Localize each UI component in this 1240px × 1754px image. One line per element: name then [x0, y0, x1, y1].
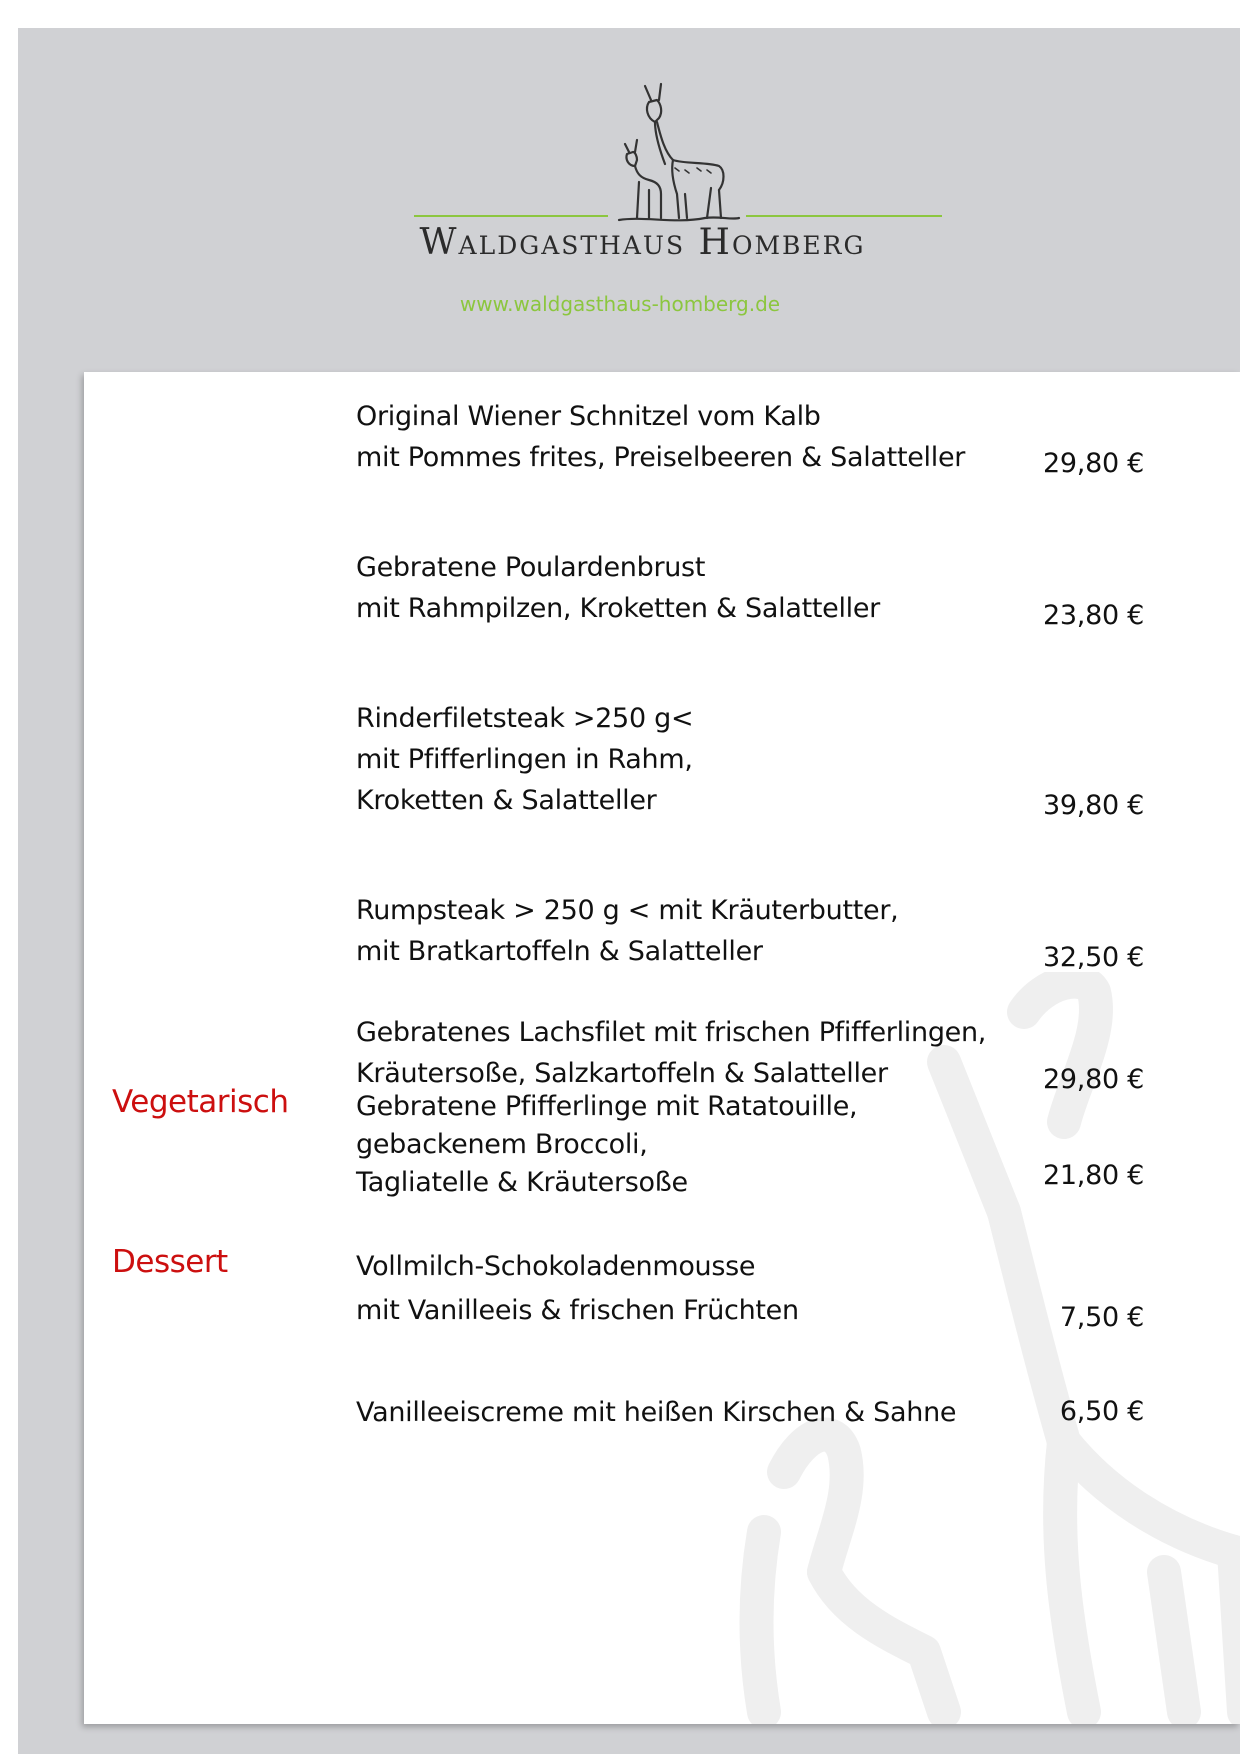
- menu-item-line: Kräutersoße, Salzkartoffeln & Salatteller: [356, 1058, 888, 1089]
- menu-item-line: Vanilleeiscreme mit heißen Kirschen & Sahne: [356, 1397, 957, 1428]
- menu-item-price: 29,80 €: [1043, 448, 1144, 479]
- menu-item-line: Kroketten & Salatteller: [356, 785, 657, 816]
- menu-item-line: Tagliatelle & Kräutersoße: [356, 1167, 688, 1198]
- menu-item-line: Gebratene Poulardenbrust: [356, 552, 706, 583]
- menu-item: [356, 1012, 1036, 1094]
- menu-item-line: mit Bratkartoffeln & Salatteller: [356, 936, 763, 967]
- menu-item: [356, 698, 1036, 821]
- menu-item-price: 23,80 €: [1043, 600, 1144, 631]
- section-label-vegetarian: Vegetarisch: [112, 1084, 289, 1120]
- header-rule-right: [746, 215, 942, 217]
- menu-item: [356, 1245, 1036, 1333]
- menu-item-line: mit Vanilleeis & frischen Früchten: [356, 1295, 799, 1326]
- menu-item-line: mit Pfifferlingen in Rahm,: [356, 744, 693, 775]
- menu-item-line: Original Wiener Schnitzel vom Kalb: [356, 401, 821, 432]
- menu-item-line: Gebratenes Lachsfilet mit frischen Pfifferlingen,: [356, 1017, 987, 1048]
- menu-item-price: 7,50 €: [1059, 1302, 1144, 1333]
- menu-item: [356, 547, 1036, 629]
- menu-item: [356, 1392, 1036, 1433]
- deer-with-fawn-icon: [615, 78, 745, 228]
- menu-item-line: Rumpsteak > 250 g < mit Kräuterbutter,: [356, 895, 899, 926]
- header: [0, 0, 1240, 360]
- menu-item-price: 39,80 €: [1043, 790, 1144, 821]
- header-rule-left: [414, 215, 608, 217]
- menu-item-line: mit Pommes frites, Preiselbeeren & Salatteller: [356, 442, 966, 473]
- menu-item-line: gebackenem Broccoli,: [356, 1129, 648, 1160]
- website-link[interactable]: www.waldgasthaus-homberg.de: [459, 292, 781, 316]
- menu-item: [356, 396, 1036, 478]
- menu-item: [356, 890, 1036, 972]
- menu-item-line: Gebratene Pfifferlinge mit Ratatouille,: [356, 1091, 858, 1122]
- menu-item-price: 32,50 €: [1043, 942, 1144, 973]
- menu-item: [356, 1088, 1036, 1202]
- restaurant-name: Waldgasthaus Homberg: [419, 222, 866, 263]
- menu-item-price: 21,80 €: [1043, 1160, 1144, 1191]
- menu-item-line: Rinderfiletsteak >250 g<: [356, 703, 694, 734]
- section-label-dessert: Dessert: [112, 1244, 228, 1280]
- menu-item-price: 6,50 €: [1059, 1396, 1144, 1427]
- menu-card: [84, 372, 1240, 1724]
- menu-item-price: 29,80 €: [1043, 1064, 1144, 1095]
- menu-item-line: mit Rahmpilzen, Kroketten & Salatteller: [356, 593, 880, 624]
- menu-item-line: Vollmilch-Schokoladenmousse: [356, 1251, 756, 1282]
